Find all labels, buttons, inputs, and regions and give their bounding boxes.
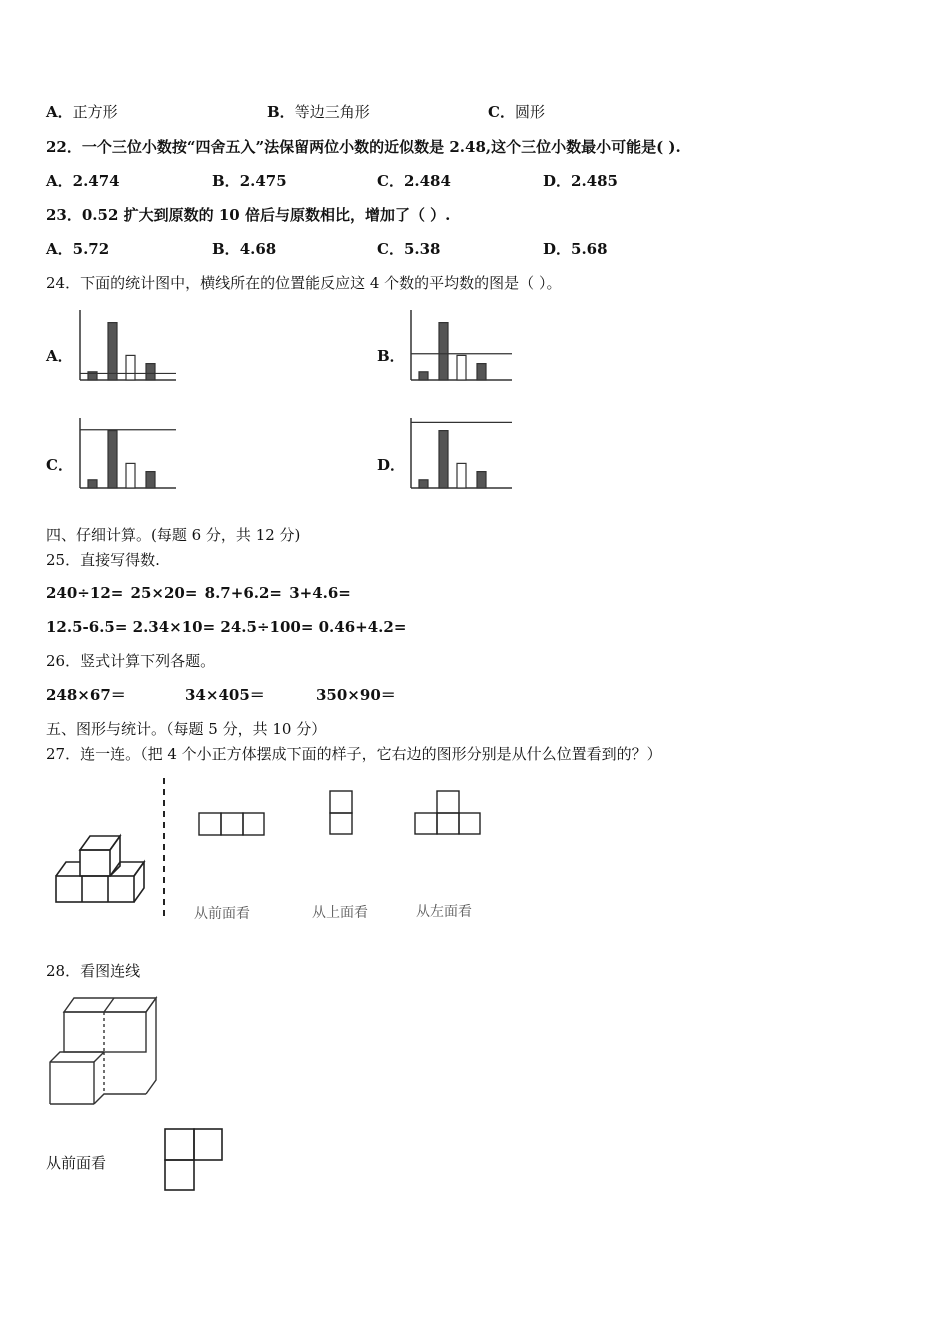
caption-from-left: 从左面看 [416, 904, 472, 920]
bar-3 [457, 355, 466, 380]
bar-chart-b [401, 308, 516, 388]
option-letter: C． [488, 103, 515, 121]
option-letter: A． [46, 240, 73, 258]
q22-option-d [543, 171, 618, 191]
q25-row-2: 12.5-6.5= 2.34×10= 24.5÷100= 0.46+4.2= [46, 618, 407, 636]
option-text: 5.38 [403, 240, 441, 258]
front-view-l-shape [162, 1126, 226, 1194]
option-text: 等边三角形 [294, 103, 370, 121]
q25-stem: 25．直接写得数. [46, 551, 160, 569]
bar-chart-d [401, 416, 516, 496]
option-letter: A． [46, 172, 73, 190]
q26-item-3: 350×90＝ [316, 686, 396, 704]
q22-option-a [46, 171, 120, 191]
dashed-divider [160, 776, 168, 922]
option-text: 4.68 [239, 240, 277, 258]
bar-chart-a [70, 308, 180, 388]
option-letter: C． [377, 240, 404, 258]
option-text: 2.485 [571, 172, 618, 190]
bar-4 [146, 364, 155, 380]
option-letter: B． [212, 240, 240, 258]
cube-stack-figure [50, 832, 150, 908]
q21-option-c [488, 102, 545, 122]
q26-item-2: 34×405＝ [185, 686, 265, 704]
q22-stem: 22．一个三位小数按“四舍五入”法保留两位小数的近似数是 2.48,这个三位小数最小可能是( ). [46, 138, 681, 156]
q26-stem: 26．竖式计算下列各题。 [46, 652, 216, 670]
section-4-title: 四、仔细计算。(每题 6 分，共 12 分) [46, 526, 301, 544]
view-top-shape [327, 788, 355, 838]
view-left-shape [412, 788, 484, 838]
chart-d-label: D． [377, 456, 406, 474]
bar-4 [477, 364, 486, 380]
q25-row-1: 240÷12= 25×20= 8.7+6.2= 3+4.6= [46, 584, 351, 602]
bar-4 [146, 472, 155, 488]
bar-2 [439, 323, 448, 380]
option-text: 5.68 [571, 240, 608, 258]
bar-3 [126, 463, 135, 488]
q27-stem: 27．连一连。（把 4 个小正方体摆成下面的样子，它右边的图形分别是从什么位置看到的？） [46, 745, 662, 763]
q21-option-a [46, 102, 118, 122]
bar-2 [108, 431, 117, 488]
option-text: 圆形 [514, 103, 545, 121]
option-text: 2.484 [403, 172, 451, 190]
cube-solid-figure [44, 994, 160, 1110]
q23-option-d [543, 239, 608, 259]
q26-item-1: 248×67＝ [46, 686, 126, 704]
q23-stem: 23．0.52 扩大到原数的 10 倍后与原数相比，增加了（ ）. [46, 206, 451, 224]
option-text: 2.475 [239, 172, 287, 190]
q23-option-a [46, 239, 109, 259]
q28-caption-front: 从前面看 [46, 1154, 107, 1172]
bar-chart-c [70, 416, 180, 496]
option-letter: A． [46, 103, 73, 121]
caption-from-top: 从上面看 [312, 905, 368, 921]
option-text: 2.474 [72, 172, 120, 190]
option-text: 正方形 [72, 103, 118, 121]
bar-3 [126, 355, 135, 380]
bar-4 [477, 472, 486, 488]
bar-1 [419, 480, 428, 488]
q22-option-b [212, 171, 287, 191]
q21-option-b [267, 102, 370, 122]
caption-from-front: 从前面看 [194, 906, 250, 922]
section-5-title: 五、图形与统计。（每题 5 分，共 10 分） [46, 720, 327, 738]
view-front-shape [196, 810, 268, 838]
option-letter: D． [543, 240, 572, 258]
q23-option-c [377, 239, 441, 259]
q24-stem: 24．下面的统计图中，横线所在的位置能反应这 4 个数的平均数的图是（ ）。 [46, 274, 562, 292]
option-letter: C． [377, 172, 404, 190]
bar-3 [457, 463, 466, 488]
option-letter: B． [212, 172, 240, 190]
option-text: 5.72 [72, 240, 110, 258]
chart-c-label: C． [46, 456, 73, 474]
bar-1 [88, 480, 97, 488]
chart-b-label: B． [377, 347, 405, 365]
q28-stem: 28．看图连线 [46, 962, 141, 980]
bar-2 [108, 323, 117, 380]
option-letter: D． [543, 172, 572, 190]
bar-2 [439, 431, 448, 488]
bar-1 [419, 372, 428, 380]
chart-a-label: A． [46, 347, 73, 365]
q22-option-c [377, 171, 451, 191]
q23-option-b [212, 239, 276, 259]
option-letter: B． [267, 103, 295, 121]
